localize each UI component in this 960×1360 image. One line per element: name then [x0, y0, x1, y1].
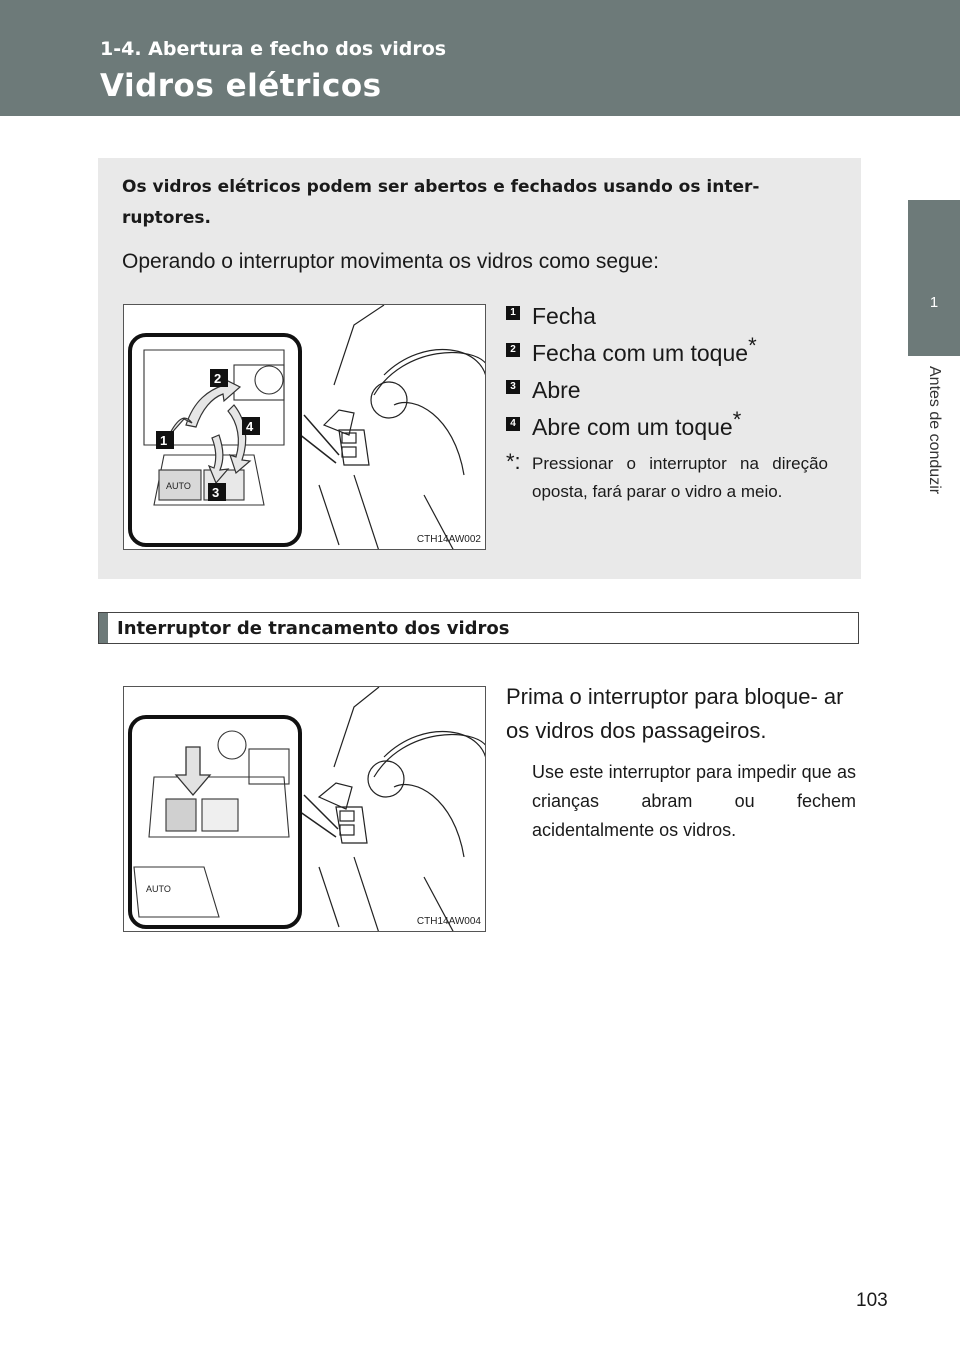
legend-item [506, 296, 836, 333]
legend-item [506, 333, 836, 370]
footnote-mark: *: [506, 449, 521, 474]
window-switch-illustration [123, 304, 486, 550]
chapter-tab [908, 200, 960, 356]
legend-number: 4 [506, 417, 520, 431]
legend-star: * [732, 407, 742, 432]
legend-number: 3 [506, 380, 520, 394]
legend-number: 2 [506, 343, 520, 357]
chapter-label [908, 356, 960, 556]
intro-bold-text: Os vidros elétricos podem ser abertos e fechados usando os inter- ruptores. [122, 177, 760, 228]
lock-switch-illustration [123, 686, 486, 932]
heading-accent-bar [99, 613, 108, 643]
section-title: 1-4. Abertura e fecho dos vidros [100, 38, 447, 60]
lock-note: Use este interruptor para impedir que as crianças abram ou fechem acidentalmente os vidros. [532, 762, 856, 840]
callout-4: 4 [246, 419, 254, 434]
auto-switch-label: AUTO [166, 481, 191, 491]
footnote-text: Pressionar o interruptor na direção oposta, fará parar o vidro a meio. [532, 454, 828, 501]
operation-legend [506, 296, 836, 444]
legend-label: Abre [532, 377, 581, 403]
lock-switch-drawing [124, 687, 486, 932]
figure-code: CTH14AW004 [416, 916, 481, 927]
auto-switch-label: AUTO [146, 884, 171, 894]
legend-item [506, 370, 836, 407]
intro-normal-text: Operando o interruptor movimenta os vidros como segue: [122, 250, 659, 273]
callout-2: 2 [214, 371, 222, 386]
legend-number: 1 [506, 306, 520, 320]
callout-1: 1 [160, 433, 168, 448]
legend-label: Abre com um toque [532, 414, 733, 440]
page-number: 103 [856, 1290, 888, 1311]
lock-instruction: Prima o interruptor para bloque- ar os vidros dos passageiros. [506, 684, 844, 743]
footnote [506, 450, 828, 506]
figure-code: CTH14AW002 [416, 534, 481, 545]
legend-label: Fecha [532, 303, 596, 329]
window-switch-drawing [124, 305, 486, 550]
lock-section-heading [98, 612, 859, 644]
lock-heading-text: Interruptor de trancamento dos vidros [117, 618, 510, 639]
page-header [0, 0, 960, 116]
legend-item [506, 407, 836, 444]
callout-3: 3 [212, 485, 220, 500]
legend-star: * [748, 333, 757, 358]
chapter-number: 1 [929, 294, 939, 311]
chapter-label-text: Antes de conduzir [926, 366, 943, 495]
page-title: Vidros elétricos [100, 68, 382, 104]
legend-label: Fecha com um toque [532, 340, 749, 366]
